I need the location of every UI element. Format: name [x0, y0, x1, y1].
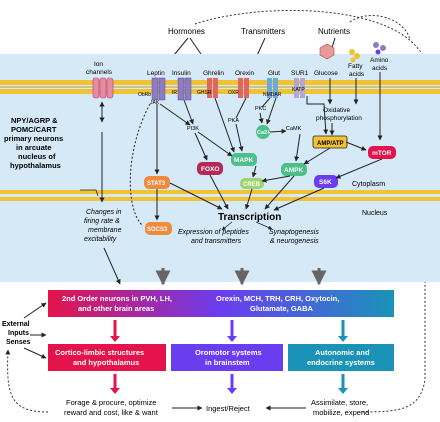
stat3-label: STAT3 [147, 181, 166, 187]
behavior-feedback-left [8, 350, 48, 412]
nmdar-label: NMDAR [263, 92, 282, 98]
second-order-line-2: and other brain areas [78, 304, 155, 313]
jak-label: JAK [150, 100, 160, 106]
neuron-label-6: hypothalamus [10, 161, 61, 170]
forage-label-2: reward and cost, like & want [64, 408, 158, 417]
glucose-label: Glucose [314, 70, 338, 77]
leptin-label: Leptin [147, 70, 165, 77]
cortico-label-1: Cortico-limbic structures [55, 348, 145, 357]
external-label-1: External [2, 321, 30, 328]
amino-acids-label-2: acids [372, 65, 388, 72]
cytoplasm-label: Cytoplasm [352, 181, 386, 188]
neuron-label-5: nucleus of [18, 152, 56, 161]
creb-label: CREB [243, 182, 261, 188]
pi3k-label: PI3K [187, 126, 199, 132]
transmitters-label: Transmitters [241, 27, 286, 36]
synapto-label-1: Synaptogenesis [269, 229, 319, 236]
foxo-label: FOXO [201, 166, 220, 173]
amino-acids-label-1: Amino [370, 57, 389, 64]
mtor-label: mTOR [372, 150, 392, 157]
oxphos-label-1: Oxidative [323, 107, 351, 114]
svg-text:Forage & procure, optimize [64, 398, 159, 417]
amino-acid-icon [373, 42, 386, 55]
insulin-label: Insulin [172, 70, 191, 77]
camk-label: CaMK [286, 126, 302, 132]
changes-label-3: membrane [88, 227, 122, 234]
autonomic-label-2: endocrine systems [307, 358, 375, 367]
amp-atp-label: AMP/ATP [317, 141, 344, 147]
katp-label: KATP [292, 87, 305, 93]
assimilate-label-1: Assimilate, store, [311, 398, 369, 407]
feedback-loop-top [350, 16, 410, 40]
neuron-label-1: NPY/AGRP & [11, 116, 58, 125]
svg-text:Autonomic and endocrine sy [307, 348, 375, 367]
expression-label-2: and transmitters [191, 238, 242, 245]
second-order-transmitters-1: Orexin, MCH, TRH, CRH, Oxytocin, [216, 294, 340, 303]
external-label-2: Inputs [8, 330, 29, 337]
external-label-3: Senses [6, 339, 31, 346]
second-order-transmitters-2: Glutamate, GABA [250, 304, 313, 313]
obrb-label: ObRb [138, 92, 152, 98]
autonomic-label-1: Autonomic and [315, 348, 370, 357]
s6k-label: S6K [319, 179, 332, 186]
nucleus-label: Nucleus [362, 210, 388, 217]
transcription-label: Transcription [218, 212, 282, 223]
ion-channels-label-2: channels [86, 69, 113, 76]
oromotor-label-1: Oromotor systems [195, 348, 262, 357]
oxphos-label-2: phosphorylation [316, 115, 362, 122]
mapk-label: MAPK [234, 157, 254, 164]
synapto-label-2: & neurogenesis [270, 238, 319, 245]
neuron-label-4: in arcuate [16, 143, 52, 152]
orexin-label: Orexin [235, 70, 255, 77]
membrane-inner [0, 89, 440, 94]
forage-label-1: Forage & procure, optimize [66, 398, 157, 407]
changes-label-1: Changes in [86, 209, 122, 216]
assimilate-label-2: mobilize, expend [313, 408, 370, 417]
glut-label: Glut [268, 70, 280, 77]
changes-label-2: firing rate & [84, 218, 120, 225]
ir-label: IR [172, 90, 177, 96]
fatty-acids-label-1: Fatty [348, 63, 363, 70]
ampk-label: AMPK [284, 167, 304, 174]
neuron-label-2: POMC/CART [11, 125, 57, 134]
expression-label-1: Expression of peptides [178, 229, 249, 236]
svg-text:Assimilate, store, mobiliz [311, 398, 370, 417]
membrane-outer [0, 80, 440, 85]
cortico-label-2: and hypothalamus [73, 358, 140, 367]
ghsr-label: GHSR [197, 90, 212, 96]
nutrients-label: Nutrients [318, 27, 351, 36]
fatty-acids-label-2: acids [349, 71, 365, 78]
oxr-label: OXR [228, 90, 239, 96]
pkc-label: PKC [255, 106, 267, 112]
sur1-label: SUR1 [291, 70, 309, 77]
hormones-label: Hormones [168, 27, 205, 36]
pka-label: PKA [228, 118, 240, 124]
changes-label-4: excitability [84, 236, 117, 243]
socs3-label: SOCS3 [147, 227, 168, 233]
svg-text:Fatty acids [348, 63, 365, 78]
ion-channels-label-1: Ion [94, 61, 104, 68]
oromotor-label-2: in brainstem [205, 358, 250, 367]
ghrelin-label: Ghrelin [203, 70, 224, 77]
neuron-label-3: primary neurons [4, 134, 64, 143]
nucleus-membrane-inner [0, 197, 440, 201]
ion-channel-icon [93, 78, 113, 98]
calcium-label: Ca2+ [257, 130, 271, 136]
ingest-label: Ingest/Reject [206, 404, 250, 413]
second-order-line-1: 2nd Order neurons in PVH, LH, [62, 294, 173, 303]
svg-text:External Inputs Senses [2, 321, 32, 346]
